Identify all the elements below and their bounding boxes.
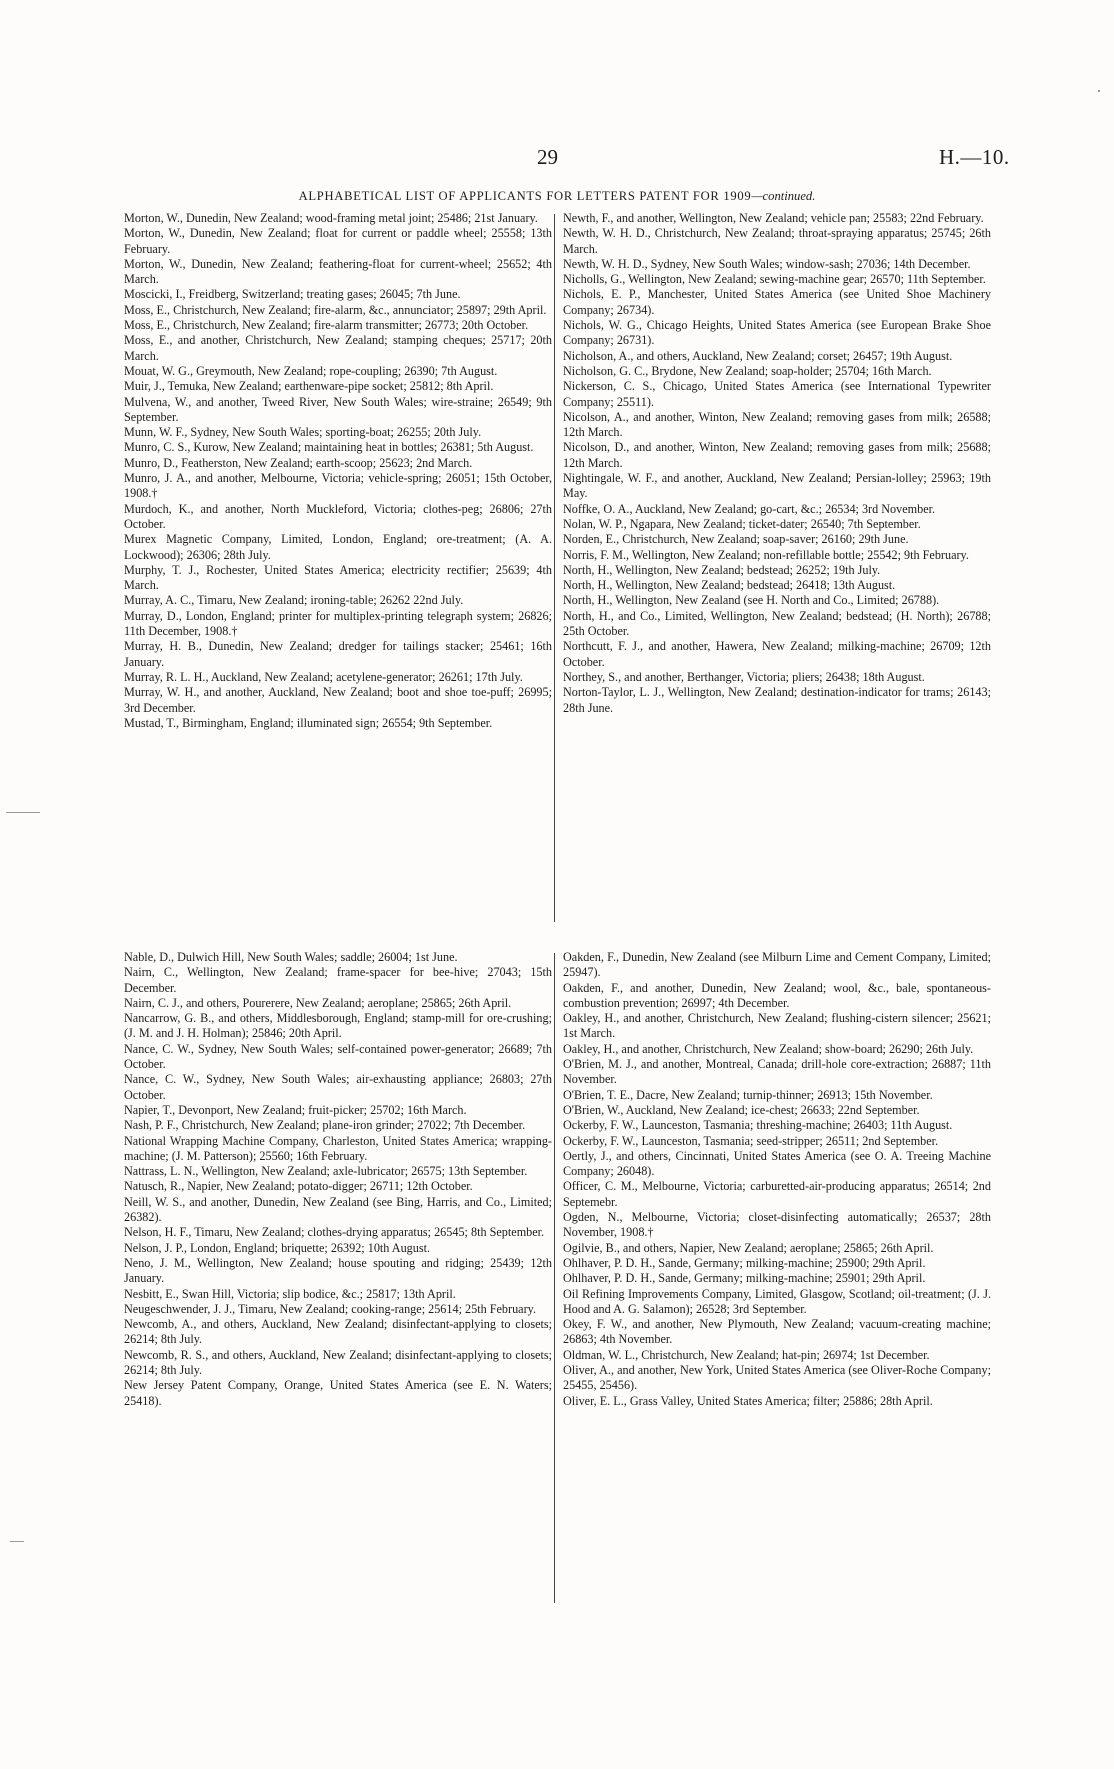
list-entry: Nance, C. W., Sydney, New South Wales; air-exhausting appliance; 26803; 27th October. [124,1072,552,1102]
list-entry: O'Brien, M. J., and another, Montreal, Canada; drill-hole core-extraction; 26887; 11th November. [563,1057,991,1087]
list-entry: Moss, E., Christchurch, New Zealand; fire-alarm transmitter; 26773; 20th October. [124,318,529,333]
list-entry: Nichols, E. P., Manchester, United States America (see United Shoe Machinery Company; 26734). [563,287,991,317]
list-entry: Oliver, E. L., Grass Valley, United States America; filter; 25886; 28th April. [563,1393,933,1408]
scan-mark [1098,90,1100,92]
list-entry: National Wrapping Machine Company, Charleston, United States America; wrapping-machine; (J. M. Patterson); 25560; 16th February. [124,1133,552,1163]
list-entry: Nance, C. W., Sydney, New South Wales; self-contained power-generator; 26689; 7th October. [124,1041,552,1072]
list-entry: Ogden, N., Melbourne, Victoria; closet-disinfecting automatically; 26537; 28th November, 1908.† [563,1210,991,1240]
list-entry: Nicolson, A., and another, Winton, New Zealand; removing gases from milk; 26588; 12th March. [563,409,991,440]
list-entry: Norris, F. M., Wellington, New Zealand; non-refillable bottle; 25542; 9th February. [563,547,969,562]
list-entry: Munro, C. S., Kurow, New Zealand; maintaining heat in bottles; 26381; 5th August. [124,440,534,455]
list-entry: Moscicki, I., Freidberg, Switzerland; treating gases; 26045; 7th June. [124,287,461,302]
list-entry: Neugeschwender, J. J., Timaru, New Zealand; cooking-range; 25614; 25th February. [124,1301,536,1316]
list-title [0,189,1114,204]
list-entry: Morton, W., Dunedin, New Zealand; feathering-float for current-wheel; 25652; 4th March. [124,256,552,287]
list-entry: Oil Refining Improvements Company, Limited, Glasgow, Scotland; oil-treatment; (J. J. Hood and A. G. Salamon); 26528; 3rd September. [563,1286,991,1316]
list-entry: Newth, W. H. D., Sydney, New South Wales; window-sash; 27036; 14th December. [563,256,971,271]
list-entry: Nolan, W. P., Ngapara, New Zealand; ticket-dater; 26540; 7th September. [563,516,921,531]
list-entry: Newcomb, R. S., and others, Auckland, New Zealand; disinfectant-applying to closets; 26214; 8th July. [124,1347,552,1378]
list-entry: Newcomb, A., and others, Auckland, New Zealand; disinfectant-applying to closets; 26214; 8th July. [124,1317,552,1347]
list-entry: Mulvena, W., and another, Tweed River, New South Wales; wire-straine; 26549; 9th September. [124,394,552,424]
section-m-left-column [124,211,552,731]
list-entry: Nightingale, W. F., and another, Auckland, New Zealand; Persian-lolley; 25963; 19th May. [563,471,991,501]
list-entry: Murdoch, K., and another, North Muckleford, Victoria; clothes-peg; 26806; 27th October. [124,501,552,531]
section-o-right-column [563,950,991,1409]
list-entry: Munro, J. A., and another, Melbourne, Victoria; vehicle-spring; 26051; 15th October, 1908.† [124,471,552,501]
list-title-suffix: —continued. [751,189,816,203]
list-entry: O'Brien, T. E., Dacre, New Zealand; turnip-thinner; 26913; 15th November. [563,1087,933,1102]
list-entry: Murray, W. H., and another, Auckland, New Zealand; boot and shoe toe-puff; 26995; 3rd December. [124,685,552,715]
list-entry: Mouat, W. G., Greymouth, New Zealand; rope-coupling; 26390; 7th August. [124,363,498,378]
page-number: 29 [537,145,558,169]
scan-mark [6,812,40,813]
list-entry: Nairn, C., Wellington, New Zealand; frame-spacer for bee-hive; 27043; 15th December. [124,965,552,995]
list-entry: Ohlhaver, P. D. H., Sande, Germany; milking-machine; 25900; 29th April. [563,1255,926,1270]
column-divider-upper [554,214,555,922]
list-entry: Oakley, H., and another, Christchurch, New Zealand; flushing-cistern silencer; 25621; 1st March. [563,1011,991,1041]
list-entry: Ockerby, F. W., Launceston, Tasmania; seed-stripper; 26511; 2nd September. [563,1133,939,1148]
list-entry: Murray, A. C., Timaru, New Zealand; ironing-table; 26262 22nd July. [124,593,464,608]
list-entry: Oertly, J., and others, Cincinnati, United States America (see O. A. Treeing Machine Company; 26048). [563,1148,991,1179]
list-entry: Nichols, W. G., Chicago Heights, United States America (see European Brake Shoe Company; 26731). [563,318,991,348]
list-entry: Munro, D., Featherston, New Zealand; earth-scoop; 25623; 2nd March. [124,455,473,470]
list-entry: North, H., Wellington, New Zealand (see H. North and Co., Limited; 26788). [563,593,940,608]
list-entry: Murray, H. B., Dunedin, New Zealand; dredger for tailings stacker; 25461; 16th January. [124,639,552,669]
list-entry: Murex Magnetic Company, Limited, London, England; ore-treatment; (A. A. Lockwood); 26306; 28th July. [124,532,552,562]
section-n-left-column-lower [124,950,552,1409]
list-entry: Murray, D., London, England; printer for multiplex-printing telegraph system; 26826; 11th December, 1908.† [124,608,552,639]
list-entry: Murphy, T. J., Rochester, United States America; electricity rectifier; 25639; 4th March. [124,562,552,593]
list-entry: Officer, C. M., Melbourne, Victoria; carburetted-air-producing apparatus; 26514; 2nd Septemebr. [563,1179,991,1209]
list-entry: Munn, W. F., Sydney, New South Wales; sporting-boat; 26255; 20th July. [124,425,482,440]
list-entry: Ogilvie, B., and others, Napier, New Zealand; aeroplane; 25865; 26th April. [563,1240,934,1255]
list-entry: Norton-Taylor, L. J., Wellington, New Zealand; destination-indicator for trams; 26143; 28th June. [563,685,991,715]
list-entry: Nash, P. F., Christchurch, New Zealand; plane-iron grinder; 27022; 7th December. [124,1118,526,1133]
list-entry: Nicolson, D., and another, Winton, New Zealand; removing gases from milk; 25688; 12th March. [563,440,991,470]
list-entry: Noffke, O. A., Auckland, New Zealand; go-cart, &c.; 26534; 3rd November. [563,501,936,516]
list-entry: Ohlhaver, P. D. H., Sande, Germany; milking-machine; 25901; 29th April. [563,1271,926,1286]
list-entry: New Jersey Patent Company, Orange, United States America (see E. N. Waters; 25418). [124,1378,552,1408]
list-entry: Moss, E., Christchurch, New Zealand; fire-alarm, &c., annunciator; 25897; 29th April. [124,302,547,317]
section-n-right-column-upper [563,211,991,716]
list-entry: O'Brien, W., Auckland, New Zealand; ice-chest; 26633; 22nd September. [563,1102,920,1117]
list-entry: Natusch, R., Napier, New Zealand; potato-digger; 26711; 12th October. [124,1179,473,1194]
list-entry: Nattrass, L. N., Wellington, New Zealand; axle-lubricator; 26575; 13th September. [124,1164,528,1179]
list-entry: Ockerby, F. W., Launceston, Tasmania; threshing-machine; 26403; 11th August. [563,1118,953,1133]
list-entry: Nancarrow, G. B., and others, Middlesborough, England; stamp-mill for ore-crushing; (J. M. and J. H. Holman); 25846; 20th April. [124,1011,552,1041]
list-entry: Nable, D., Dulwich Hill, New South Wales; saddle; 26004; 1st June. [124,950,458,964]
list-entry: Morton, W., Dunedin, New Zealand; wood-framing metal joint; 25486; 21st January. [124,211,538,225]
list-entry: Norden, E., Christchurch, New Zealand; soap-saver; 26160; 29th June. [563,532,909,547]
list-entry: Nicholson, A., and others, Auckland, New Zealand; corset; 26457; 19th August. [563,348,953,363]
column-divider-lower [554,953,555,1603]
scan-mark [10,1541,24,1542]
list-entry: Neill, W. S., and another, Dunedin, New Zealand (see Bing, Harris, and Co., Limited; 26382). [124,1194,552,1225]
list-entry: Nicholls, G., Wellington, New Zealand; sewing-machine gear; 26570; 11th September. [563,272,986,287]
list-entry: Napier, T., Devonport, New Zealand; fruit-picker; 25702; 16th March. [124,1102,467,1117]
list-entry: Oakden, F., Dunedin, New Zealand (see Milburn Lime and Cement Company, Limited; 25947). [563,950,991,980]
list-entry: Oldman, W. L., Christchurch, New Zealand; hat-pin; 26974; 1st December. [563,1347,930,1362]
list-entry: Northey, S., and another, Berthanger, Victoria; pliers; 26438; 18th August. [563,669,925,684]
list-entry: Oakley, H., and another, Christchurch, New Zealand; show-board; 26290; 26th July. [563,1041,974,1056]
list-entry: Oakden, F., and another, Dunedin, New Zealand; wool, &c., bale, spontaneous-combustion prevention; 26997; 4th December. [563,980,991,1010]
list-entry: Nairn, C. J., and others, Pourerere, New Zealand; aeroplane; 25865; 26th April. [124,995,512,1010]
list-entry: Northcutt, F. J., and another, Hawera, New Zealand; milking-machine; 26709; 12th October. [563,639,991,669]
list-entry: Nesbitt, E., Swan Hill, Victoria; slip bodice, &c.; 25817; 13th April. [124,1286,456,1301]
list-title-text: ALPHABETICAL LIST OF APPLICANTS FOR LETTERS PATENT FOR 1909 [298,189,752,203]
list-entry: Okey, F. W., and another, New Plymouth, New Zealand; vacuum-creating machine; 26863; 4th November. [563,1317,991,1347]
list-entry: Morton, W., Dunedin, New Zealand; float for current or paddle wheel; 25558; 13th February. [124,226,552,256]
list-entry: Mustad, T., Birmingham, England; illuminated sign; 26554; 9th September. [124,715,493,730]
list-entry: Moss, E., and another, Christchurch, New Zealand; stamping cheques; 25717; 20th March. [124,333,552,363]
list-entry: North, H., and Co., Limited, Wellington, New Zealand; bedstead; (H. North); 26788; 25th October. [563,608,991,639]
list-entry: Newth, W. H. D., Christchurch, New Zealand; throat-spraying apparatus; 25745; 26th March. [563,226,991,256]
list-entry: Nickerson, C. S., Chicago, United States America (see International Typewriter Company; 25511). [563,379,991,409]
list-entry: North, H., Wellington, New Zealand; bedstead; 26252; 19th July. [563,562,881,577]
list-entry: Newth, F., and another, Wellington, New Zealand; vehicle pan; 25583; 22nd February. [563,211,984,225]
list-entry: Muir, J., Temuka, New Zealand; earthenware-pipe socket; 25812; 8th April. [124,379,494,394]
list-entry: North, H., Wellington, New Zealand; bedstead; 26418; 13th August. [563,578,896,593]
list-entry: Nicholson, G. C., Brydone, New Zealand; soap-holder; 25704; 16th March. [563,363,932,378]
list-entry: Murray, R. L. H., Auckland, New Zealand; acetylene-generator; 26261; 17th July. [124,669,523,684]
list-entry: Nelson, H. F., Timaru, New Zealand; clothes-drying apparatus; 26545; 8th September. [124,1225,545,1240]
report-code: H.—10. [939,145,1010,169]
list-entry: Neno, J. M., Wellington, New Zealand; house spouting and ridging; 25439; 12th January. [124,1255,552,1286]
list-entry: Nelson, J. P., London, England; briquette; 26392; 10th August. [124,1240,431,1255]
list-entry: Oliver, A., and another, New York, United States America (see Oliver-Roche Company; 25455, 25456). [563,1363,991,1393]
